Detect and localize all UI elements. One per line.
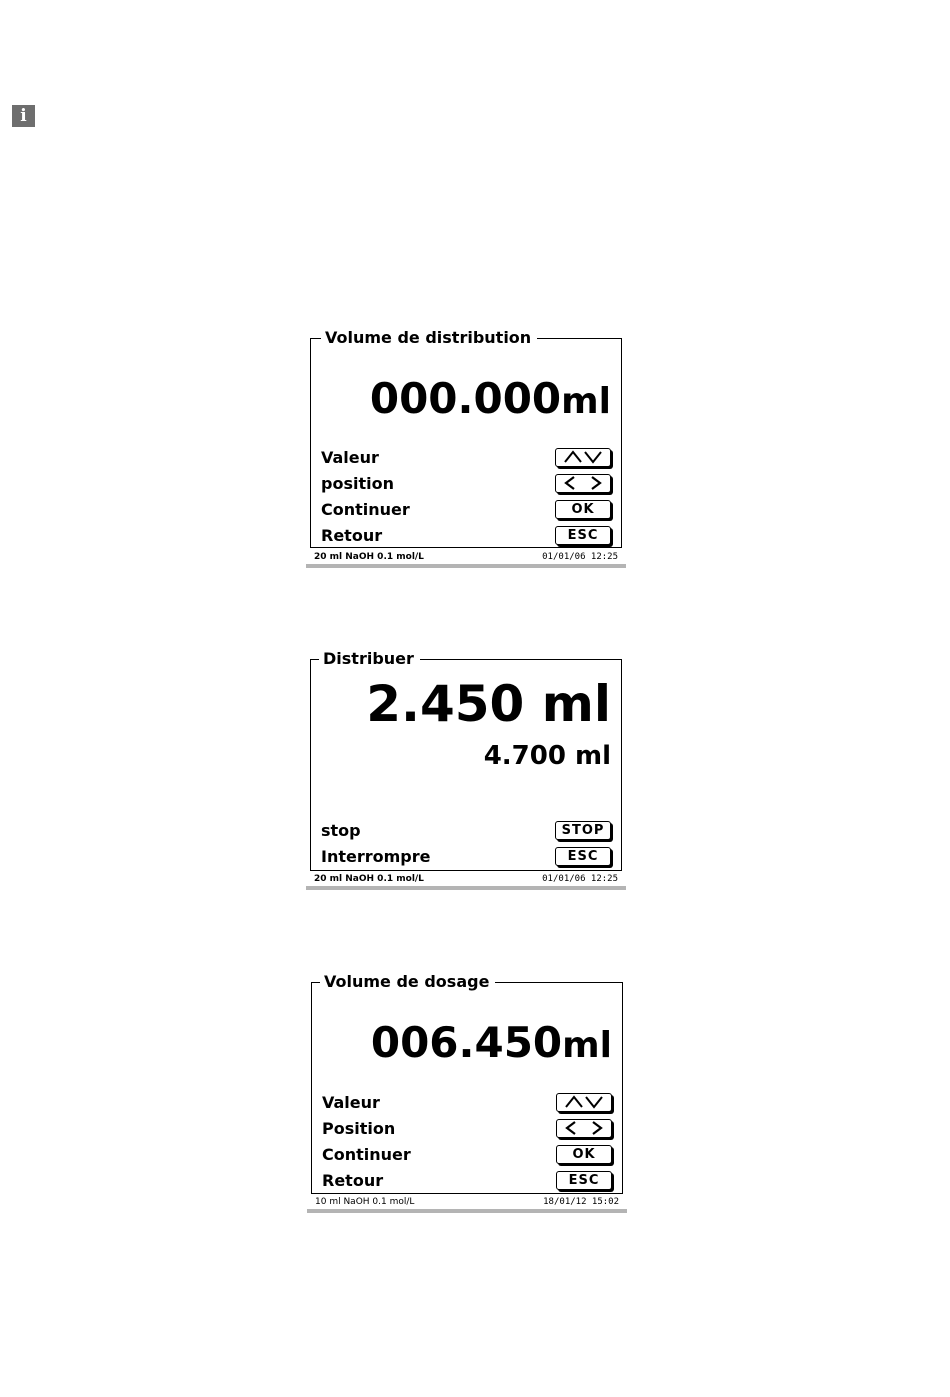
volume-unit: ml — [562, 1025, 612, 1066]
status-reagent: 20 ml NaOH 0.1 mol/L — [314, 874, 424, 884]
row-valeur — [321, 446, 611, 470]
screen-distribuer — [306, 649, 622, 893]
esc-key-button[interactable]: ESC — [555, 847, 611, 866]
row-position — [321, 472, 611, 496]
volume-unit: ml — [561, 381, 611, 422]
volume-value: 006.450 — [370, 1018, 563, 1067]
esc-key-button[interactable]: ESC — [555, 526, 611, 545]
up-down-key-button[interactable] — [556, 1093, 612, 1112]
up-down-arrows-icon — [562, 450, 604, 464]
left-right-arrows-icon — [563, 1121, 605, 1135]
status-bar — [310, 872, 622, 886]
status-datetime: 01/01/06 12:25 — [542, 552, 618, 562]
row-label: Position — [322, 1119, 396, 1138]
left-right-key-button[interactable] — [556, 1119, 612, 1138]
screen-volume-distribution — [306, 328, 622, 570]
row-retour — [321, 524, 611, 548]
panel-frame — [311, 972, 623, 1194]
panel-title: Distribuer — [319, 649, 420, 669]
row-label: Interrompre — [321, 847, 431, 866]
row-label: Valeur — [322, 1093, 380, 1112]
status-underline — [307, 1209, 627, 1213]
info-icon: i — [12, 105, 35, 127]
row-label: Retour — [322, 1171, 384, 1190]
row-label: Retour — [321, 526, 383, 545]
row-label: stop — [321, 821, 361, 840]
panel-frame — [310, 328, 622, 548]
panel-title: Volume de distribution — [321, 328, 537, 348]
dispensed-volume-value: 2.450 ml — [366, 675, 611, 733]
stop-key-button[interactable]: STOP — [555, 821, 611, 840]
status-reagent: 10 ml NaOH 0.1 mol/L — [315, 1197, 415, 1207]
left-right-arrows-icon — [562, 476, 604, 490]
volume-value-display — [371, 1019, 612, 1070]
status-datetime: 18/01/12 15:02 — [543, 1197, 619, 1207]
status-underline — [306, 886, 626, 890]
row-label: Continuer — [321, 500, 410, 519]
row-valeur — [322, 1091, 612, 1115]
left-right-key-button[interactable] — [555, 474, 611, 493]
esc-key-button[interactable]: ESC — [556, 1171, 612, 1190]
screen-volume-dosage — [307, 972, 623, 1214]
panel-frame — [310, 649, 622, 871]
volume-value: 000.000 — [369, 374, 562, 423]
up-down-key-button[interactable] — [555, 448, 611, 467]
row-label: Continuer — [322, 1145, 411, 1164]
status-reagent: 20 ml NaOH 0.1 mol/L — [314, 552, 424, 562]
ok-key-button[interactable]: OK — [555, 500, 611, 519]
volume-value-display — [370, 375, 611, 426]
ok-key-button[interactable]: OK — [556, 1145, 612, 1164]
status-bar — [311, 1195, 623, 1209]
status-underline — [306, 564, 626, 568]
up-down-arrows-icon — [563, 1095, 605, 1109]
target-volume-value: 4.700 ml — [483, 741, 611, 771]
status-datetime: 01/01/06 12:25 — [542, 874, 618, 884]
row-interrompre — [321, 845, 611, 869]
panel-title: Volume de dosage — [320, 972, 495, 992]
status-bar — [310, 550, 622, 564]
row-retour — [322, 1169, 612, 1193]
row-continuer — [322, 1143, 612, 1167]
row-continuer — [321, 498, 611, 522]
row-label: Valeur — [321, 448, 379, 467]
row-stop — [321, 819, 611, 843]
row-label: position — [321, 474, 394, 493]
row-position — [322, 1117, 612, 1141]
